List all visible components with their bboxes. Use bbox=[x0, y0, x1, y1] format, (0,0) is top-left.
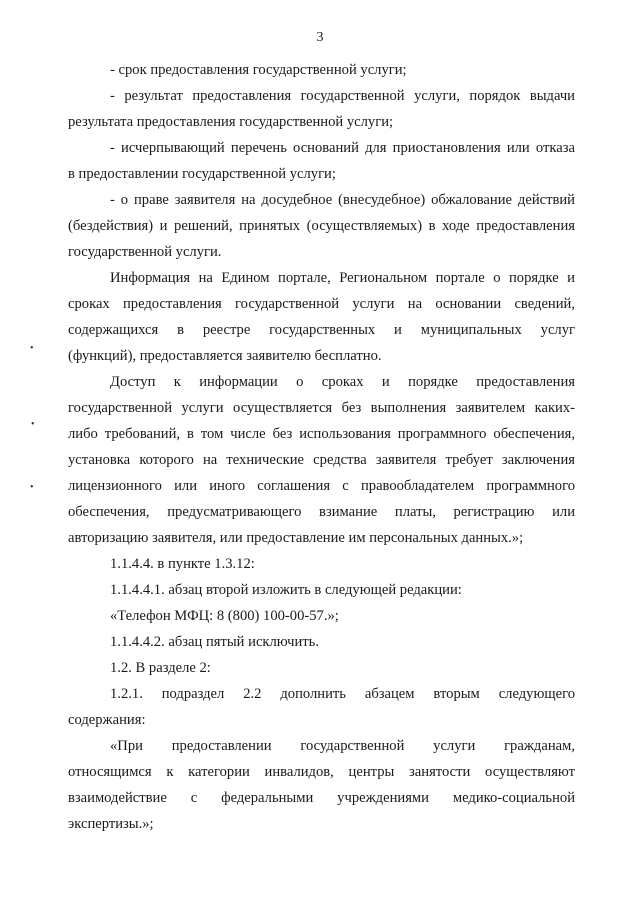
text-line: обеспечения, предусматривающего взимание платы, регистрацию или bbox=[68, 504, 575, 520]
text-line: результата предоставления государственной услуги; bbox=[68, 114, 394, 130]
text-line: «При предоставлении государственной услуги гражданам, bbox=[110, 738, 575, 754]
page-number: 3 bbox=[316, 30, 324, 45]
text-line: лицензионного или иного соглашения с правообладателем программного bbox=[68, 478, 575, 494]
text-line: 1.2. В разделе 2: bbox=[110, 660, 211, 676]
text-line: (бездействия) и решений, принятых (осуществляемых) в ходе предоставления bbox=[68, 218, 575, 234]
text-line: Доступ к информации о сроках и порядке предоставления bbox=[110, 374, 575, 390]
text-line: государственной услуги осуществляется без выполнения заявителем каких- bbox=[68, 400, 575, 416]
text-line: сроках предоставления государственной услуги на основании сведений, bbox=[68, 296, 575, 312]
text-line: «Телефон МФЦ: 8 (800) 100-00-57.»; bbox=[110, 608, 339, 624]
text-line: авторизацию заявителя, или предоставление им персональных данных.»; bbox=[68, 530, 524, 546]
text-line: 1.1.4.4.1. абзац второй изложить в следующей редакции: bbox=[110, 582, 462, 598]
text-line: - результат предоставления государственной услуги, порядок выдачи bbox=[110, 88, 575, 104]
text-line: содержащихся в реестре государственных и муниципальных услуг bbox=[68, 322, 575, 338]
text-line: либо требований, в том числе без использования программного обеспечения, bbox=[68, 426, 575, 442]
text-line: - срок предоставления государственной услуги; bbox=[110, 62, 407, 78]
text-line: (функций), предоставляется заявителю бесплатно. bbox=[68, 348, 382, 364]
text-line: экспертизы.»; bbox=[68, 816, 154, 832]
text-line: 1.2.1. подраздел 2.2 дополнить абзацем вторым следующего bbox=[110, 686, 575, 702]
text-line: - о праве заявителя на досудебное (внесудебное) обжалование действий bbox=[110, 192, 575, 208]
text-line: установка которого на технические средства заявителя требует заключения bbox=[68, 452, 575, 468]
scan-speck: • bbox=[30, 482, 34, 493]
text-line: относящимся к категории инвалидов, центры занятости осуществляют bbox=[68, 764, 575, 780]
text-line: - исчерпывающий перечень оснований для приостановления или отказа bbox=[110, 140, 575, 156]
scan-speck: • bbox=[30, 343, 34, 354]
text-line: в предоставлении государственной услуги; bbox=[68, 166, 336, 182]
text-line: 1.1.4.4.2. абзац пятый исключить. bbox=[110, 634, 319, 650]
text-line: содержания: bbox=[68, 712, 146, 728]
scan-speck: • bbox=[31, 419, 35, 430]
text-line: Информация на Едином портале, Региональном портале о порядке и bbox=[110, 270, 575, 286]
text-line: 1.1.4.4. в пункте 1.3.12: bbox=[110, 556, 255, 572]
text-line: взаимодействие с федеральными учреждениями медико-социальной bbox=[68, 790, 575, 806]
text-line: государственной услуги. bbox=[68, 244, 222, 260]
